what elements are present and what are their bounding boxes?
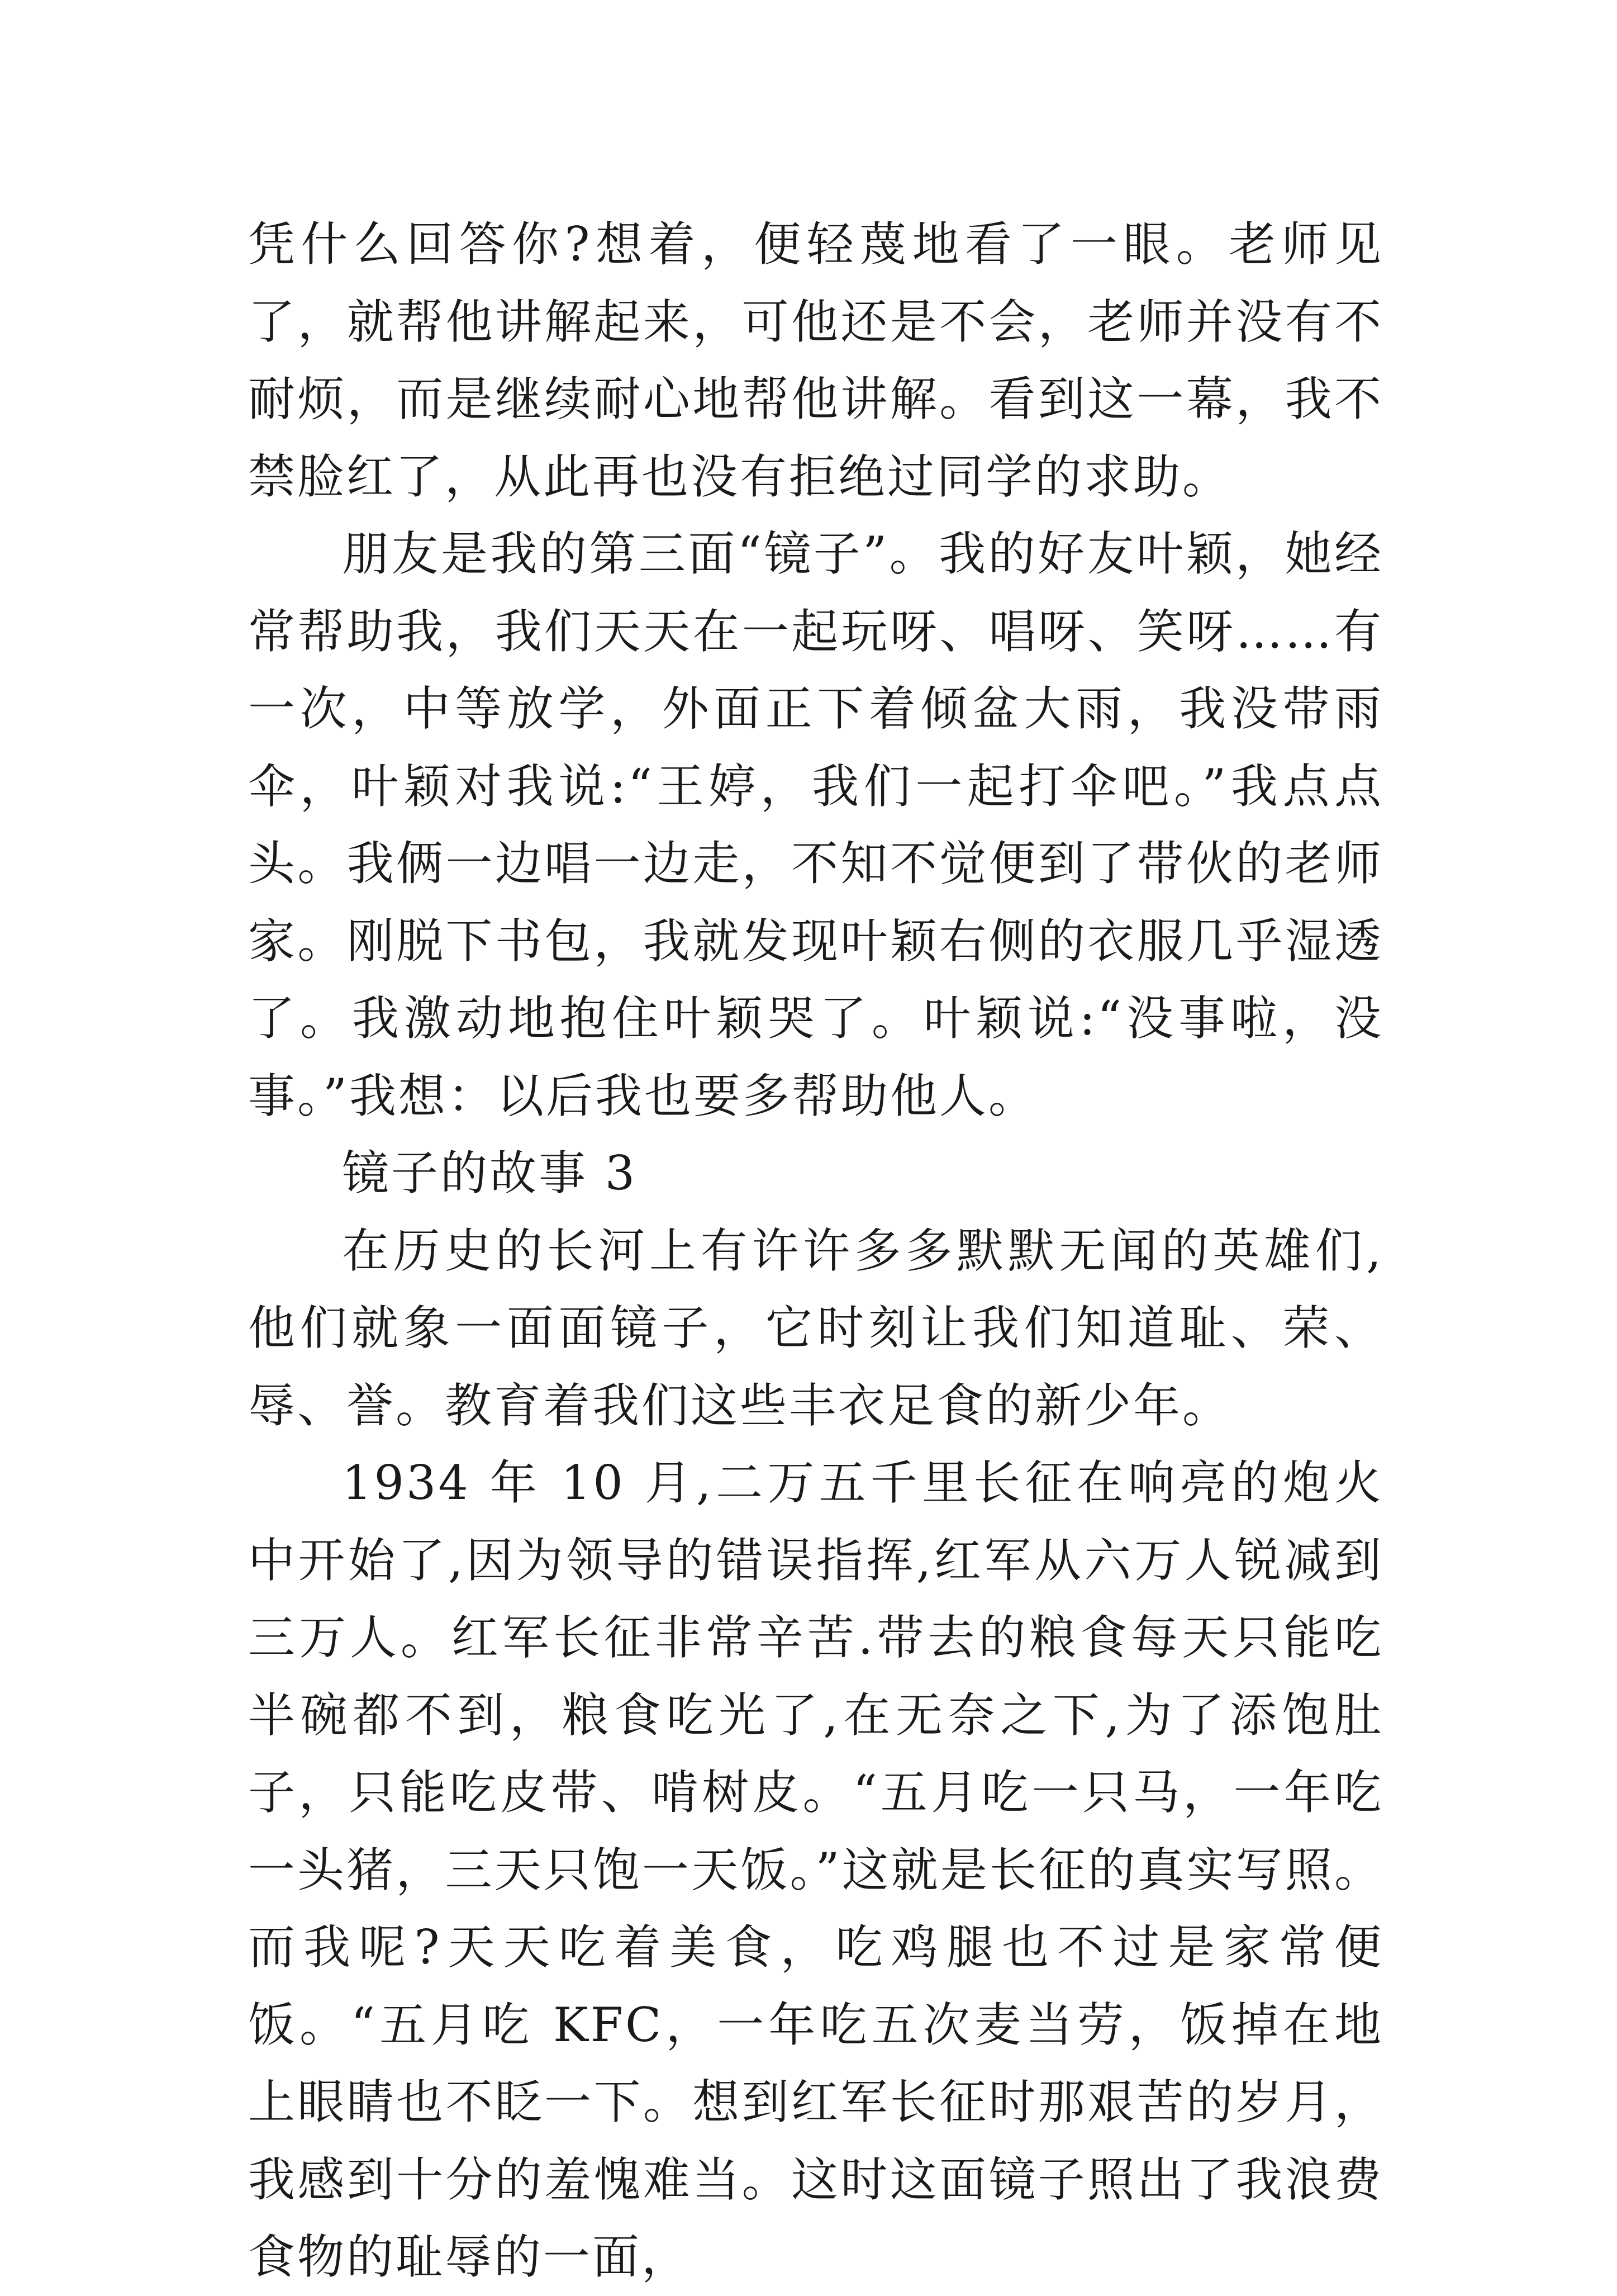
paragraph-1: 凭什么回答你?想着，便轻蔑地看了一眼。老师见了，就帮他讲解起来，可他还是不会，老师并没有不耐烦，而是继续耐心地帮他讲解。看到这一幕，我不禁脸红了，从此再也没有拒绝过同学的求助。 (248, 217, 1383, 504)
paragraph-3: 在历史的长河上有许许多多默默无闻的英雄们,他们就象一面面镜子，它时刻让我们知道耻、荣、辱、誉。教育着我们这些丰衣足食的新少年。 (248, 1223, 1383, 1433)
paragraph-2: 朋友是我的第三面“镜子”。我的好友叶颖，她经常帮助我，我们天天在一起玩呀、唱呀、笑呀……有一次，中等放学，外面正下着倾盆大雨，我没带雨伞，叶颖对我说:“王婷，我们一起打伞吧。”我点点头。我俩一边唱一边走，不知不觉便到了带伙的老师家。刚脱下书包，我就发现叶颖右侧的衣服几乎湿透了。我激动地抱住叶颖哭了。叶颖说:“没事啦，没事。”我想：以后我也要多帮助他人。 (248, 526, 1383, 1123)
section-heading: 镜子的故事 3 (342, 1146, 638, 1201)
paragraph-4: 1934 年 10 月,二万五千里长征在响亮的炮火中开始了,因为领导的错误指挥,红军从六万人锐减到三万人。红军长征非常辛苦.带去的粮食每天只能吃半碗都不到，粮食吃光了,在无奈之下,为了添饱肚子，只能吃皮带、啃树皮。“五月吃一只马，一年吃一头猪，三天只饱一天饭。”这就是长征的真实写照。而我呢?天天吃着美食，吃鸡腿也不过是家常便饭。“五月吃 KFC，一年吃五次麦当劳，饭掉在地上眼睛也不眨一下。想到红军长征时那艰苦的岁月，我感到十分的羞愧难当。这时这面镜子照出了我浪费食物的耻辱的一面， (248, 1455, 1383, 2284)
body-text (248, 206, 1383, 2296)
